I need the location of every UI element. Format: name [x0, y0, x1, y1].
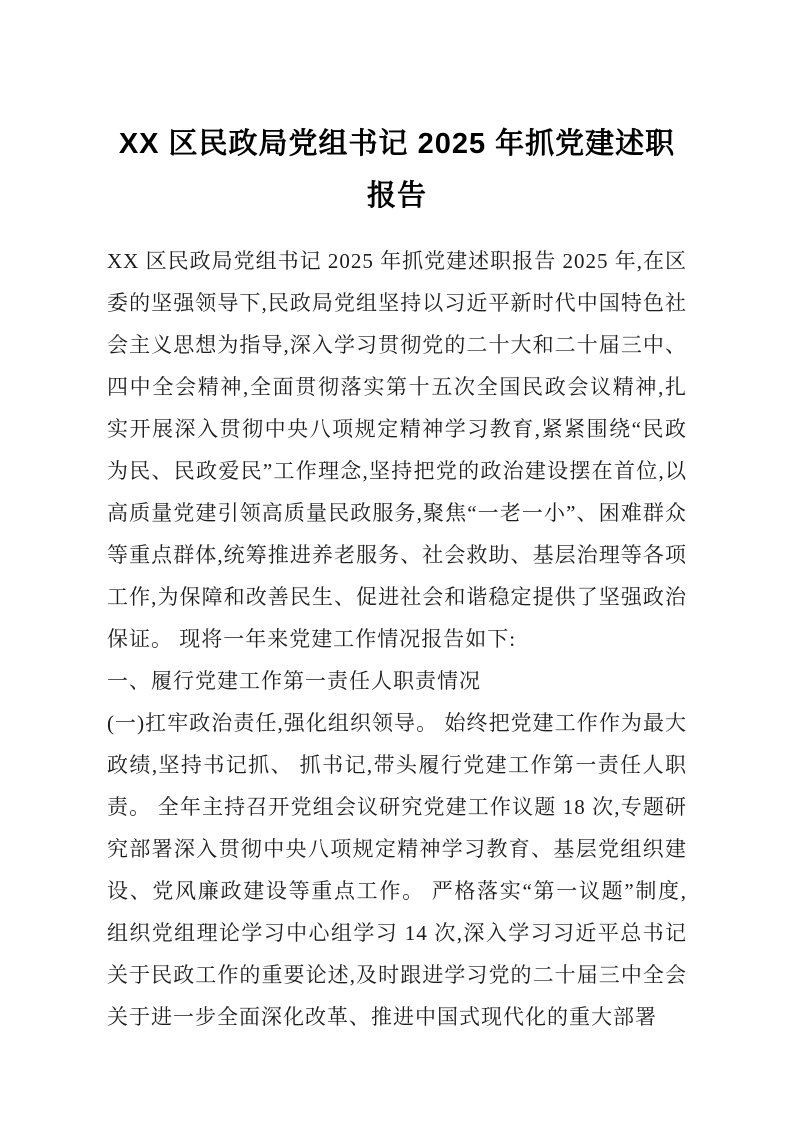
document-body [107, 240, 687, 1038]
paragraph-section-one-body: (一)扛牢政治责任,强化组织领导。 始终把党建工作作为最大政绩,坚持书记抓、 抓书记,带头履行党建工作第一责任人职责。 全年主持召开党组会议研究党建工作议题 18 次,专题研究部署深入贯彻中央八项规定精神学习教育、基层党组织建设、党风廉政建设等重点工作。 严格落实“第一议题”制度,组织党组理论学习中心组学习 14 次,深入学习习近平总书记关于民政工作的重要论述,及时跟进学习党的二十届三中全会关于进一步全面深化改革、推进中国式现代化的重大部署 [107, 711, 687, 1029]
section-heading-first-responsibility: 一、履行党建工作第一责任人职责情况 [107, 669, 481, 693]
paragraph-intro: XX 区民政局党组书记 2025 年抓党建述职报告 2025 年,在区委的坚强领导下,民政局党组坚持以习近平新时代中国特色社会主义思想为指导,深入学习贯彻党的二十大和二十届三中、四中全会精神,全面贯彻落实第十五次全国民政会议精神,扎实开展深入贯彻中央八项规定精神学习教育,紧紧围绕“民政为民、民政爱民”工作理念,坚持把党的政治建设摆在首位,以高质量党建引领高质量民政服务,聚焦“一老一小”、困难群众等重点群体,统筹推进养老服务、社会救助、基层治理等各项工作,为保障和改善民生、促进社会和谐稳定提供了坚强政治保证。 现将一年来党建工作情况报告如下: [107, 249, 687, 651]
document-title: XX 区民政局党组书记 2025 年抓党建述职报告 [118, 128, 676, 212]
